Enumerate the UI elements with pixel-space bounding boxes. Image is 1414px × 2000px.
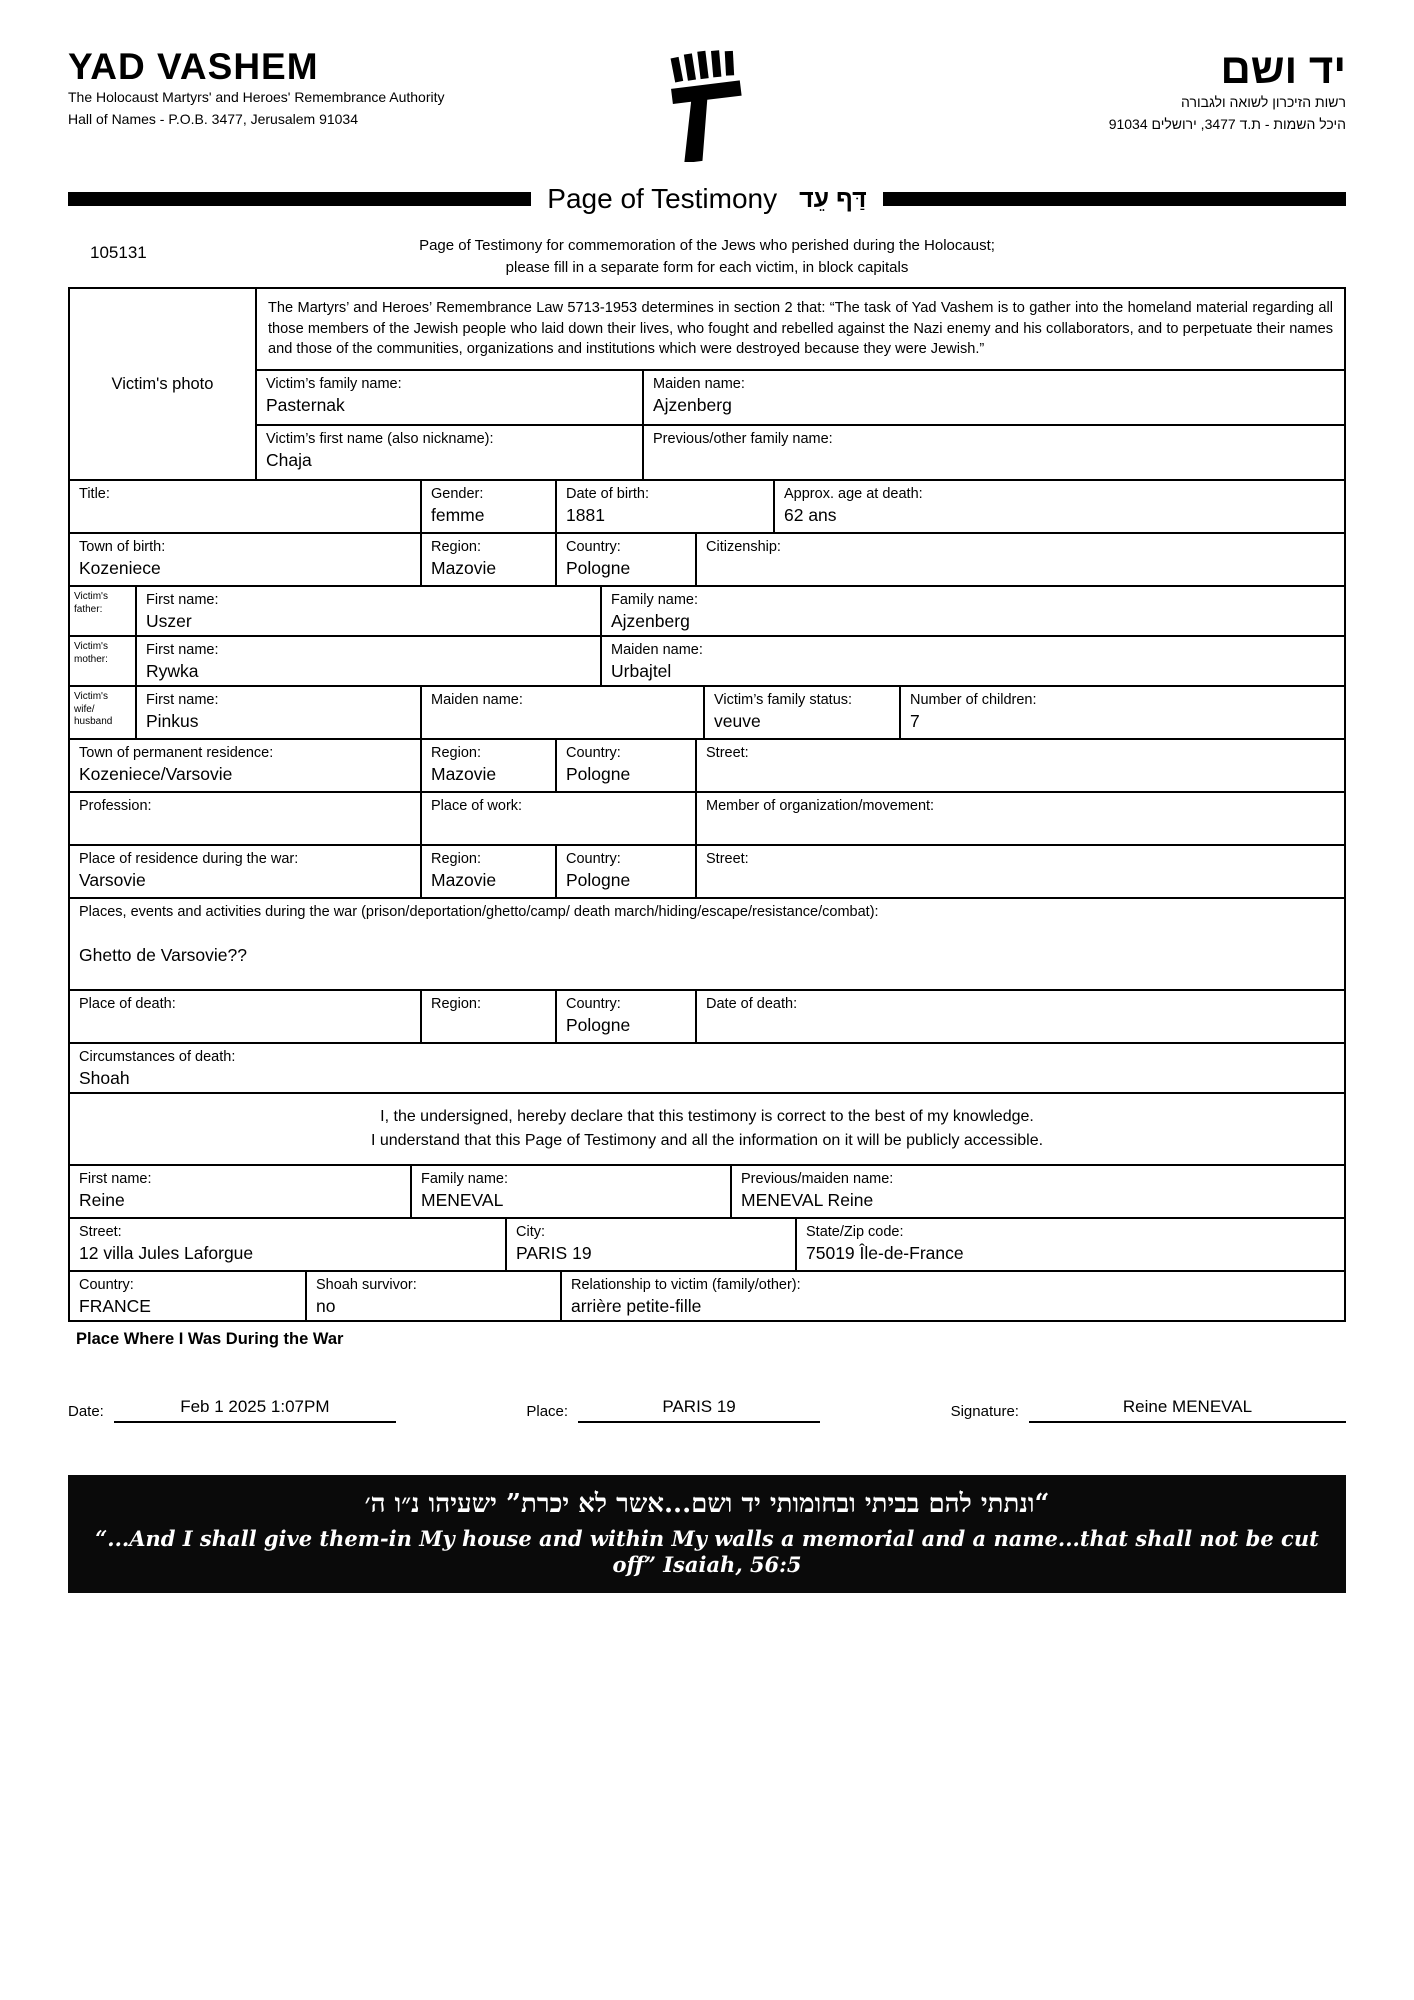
field-label: Street: (706, 745, 749, 762)
field-value: Chaja (266, 450, 312, 471)
field-perm-country (557, 740, 697, 791)
field-label: Region: (431, 851, 481, 868)
field-label: Maiden name: (611, 642, 703, 659)
field-submitter-city (507, 1219, 797, 1270)
row-label-father: Victim's father: (70, 587, 137, 635)
field-family-status (705, 687, 901, 738)
field-submitter-street (70, 1219, 507, 1270)
footer-quote-hebrew: “ונתתי להם בביתי ובחומותי יד ושם...אשר לא יכרת” ישעיהו נ״ו ה׳ (364, 1489, 1050, 1520)
war-place-note: Place Where I Was During the War (76, 1330, 344, 1349)
top-block (70, 289, 1344, 481)
field-value (79, 1015, 411, 1035)
remembrance-law-text: The Martyrs’ and Heroes’ Remembrance Law 5713-1953 determines in section 2 that: “The task of Yad Vashem is to gather into the homeland material regarding all those members of the Jewish people who laid down their lives, who fought and rebelled against the Nazi enemy and his collaborators, and to perpetuate their names and those of the communities, organizations and institutions which were destroyed because they were Jewish.” (257, 289, 1344, 371)
field-title (70, 481, 422, 532)
field-birth-region (422, 534, 557, 585)
field-number-of-children (901, 687, 1344, 738)
field-label: Town of birth: (79, 539, 166, 556)
field-war-residence (70, 846, 422, 897)
field-submitter-first-name (70, 1166, 412, 1217)
row-place-of-death (70, 991, 1344, 1044)
field-value: Mazovie (431, 764, 497, 785)
field-label: Maiden name: (653, 376, 745, 393)
field-label: Country: (79, 1277, 134, 1294)
field-value: arrière petite-fille (571, 1296, 702, 1317)
field-war-events (70, 899, 1344, 989)
field-label: Street: (706, 851, 749, 868)
field-value: femme (431, 505, 485, 526)
field-war-street (697, 846, 1344, 897)
field-label: Date of birth: (566, 486, 650, 503)
field-value: PARIS 19 (516, 1243, 592, 1264)
testimony-form-table (68, 287, 1346, 1322)
field-value: Ghetto de Varsovie?? (79, 945, 247, 966)
field-label: Country: (566, 745, 621, 762)
field-spouse-maiden-name (422, 687, 705, 738)
field-label: Country: (566, 851, 621, 868)
org-subtitle-hebrew-2: היכל השמות - ת.ד 3477, ירושלים 91034 (1108, 115, 1346, 132)
field-value (706, 558, 1335, 578)
field-value: MENEVAL (421, 1190, 504, 1211)
field-place-of-work (422, 793, 697, 844)
row-label-spouse: Victim's wife/ husband (70, 687, 137, 738)
field-label: Circumstances of death: (79, 1049, 236, 1066)
date-value: Feb 1 2025 1:07PM (114, 1397, 396, 1423)
field-age-at-death (775, 481, 1344, 532)
field-value (706, 870, 1335, 890)
intro-section (68, 235, 1346, 279)
signature-section (68, 1397, 1346, 1423)
field-label: Family name: (421, 1171, 509, 1188)
org-subtitle-hebrew-1: רשות הזיכרון לשואה ולגבורה (1181, 94, 1346, 110)
title-rule-left (68, 192, 531, 206)
field-value: Rywka (146, 661, 199, 682)
field-town-of-birth (70, 534, 422, 585)
field-gender (422, 481, 557, 532)
field-label: Title: (79, 486, 110, 503)
date-field (68, 1397, 396, 1423)
row-victim-father (70, 587, 1344, 637)
row-permanent-residence (70, 740, 1344, 793)
field-submitter-state-zip (797, 1219, 1344, 1270)
place-value: PARIS 19 (578, 1397, 820, 1423)
field-value: Mazovie (431, 870, 497, 891)
field-value: MENEVAL Reine (741, 1190, 874, 1211)
field-value: Pologne (566, 1015, 631, 1036)
field-mother-first-name (137, 637, 602, 685)
row-label-mother: Victim's mother: (70, 637, 137, 685)
org-name: YAD VASHEM (68, 46, 319, 87)
field-label: Previous/maiden name: (741, 1171, 894, 1188)
place-label: Place: (526, 1403, 569, 1421)
row-submitter-country (70, 1272, 1344, 1320)
field-label: City: (516, 1224, 545, 1241)
row-town-of-birth (70, 534, 1344, 587)
field-value (431, 1015, 546, 1035)
field-date-of-death (697, 991, 1344, 1042)
field-label: Previous/other family name: (653, 431, 833, 448)
footer-quote-english: “...And I shall give them-in My house and within My walls a memorial and a name...that shall not be cut off” Isaiah, 56:5 (95, 1525, 1319, 1577)
field-label: Profession: (79, 798, 152, 815)
field-label: First name: (79, 1171, 152, 1188)
field-value (79, 817, 411, 837)
field-label: First name: (146, 692, 219, 709)
row-submitter-name (70, 1166, 1344, 1219)
row-profession (70, 793, 1344, 846)
field-value (431, 711, 694, 731)
field-value: FRANCE (79, 1296, 151, 1317)
row-submitter-address (70, 1219, 1344, 1272)
field-spouse-first-name (137, 687, 422, 738)
field-value (431, 817, 686, 837)
page-title-hebrew: דַּף עֵד (799, 184, 867, 213)
org-subtitle-2: Hall of Names - P.O.B. 3477, Jerusalem 91034 (68, 110, 359, 127)
field-value: Ajzenberg (653, 395, 732, 416)
field-label: First name: (146, 642, 219, 659)
field-submitter-previous-name (732, 1166, 1344, 1217)
field-value: 62 ans (784, 505, 837, 526)
page-title: Page of Testimony (547, 183, 778, 214)
signature-field (951, 1397, 1346, 1423)
field-label: Place of residence during the war: (79, 851, 299, 868)
victim-first-name-row (257, 426, 1344, 479)
field-label: Place of work: (431, 798, 523, 815)
field-label: Country: (566, 996, 621, 1013)
field-date-of-birth (557, 481, 775, 532)
victim-photo-box (70, 289, 257, 479)
field-submitter-country (70, 1272, 307, 1320)
field-label: Shoah survivor: (316, 1277, 417, 1294)
field-organization (697, 793, 1344, 844)
field-label: Number of children: (910, 692, 1037, 709)
field-label: Citizenship: (706, 539, 781, 556)
field-shoah-survivor (307, 1272, 562, 1320)
field-permanent-residence (70, 740, 422, 791)
masthead (0, 0, 1414, 167)
org-subtitle-1: The Holocaust Martyrs' and Heroes' Remembrance Authority (68, 89, 445, 105)
field-value: 75019 Île-de-France (806, 1243, 964, 1264)
field-value: Ajzenberg (611, 611, 690, 632)
row-victim-mother (70, 637, 1344, 687)
field-profession (70, 793, 422, 844)
field-citizenship (697, 534, 1344, 585)
row-victim-spouse (70, 687, 1344, 740)
declaration-line2: I understand that this Page of Testimony and all the information on it will be publicly accessible. (370, 1132, 1044, 1150)
field-label: Street: (79, 1224, 122, 1241)
signature-label: Signature: (950, 1403, 1019, 1421)
field-value: Kozeniece/Varsovie (79, 764, 233, 785)
field-label: Victim’s family status: (714, 692, 853, 709)
field-label: Town of permanent residence: (79, 745, 274, 762)
field-label: Victim’s first name (also nickname): (266, 431, 494, 448)
field-value: 7 (910, 711, 920, 732)
field-label: Victim’s family name: (266, 376, 402, 393)
field-death-region (422, 991, 557, 1042)
field-label: Family name: (611, 592, 699, 609)
org-identity-english (68, 48, 488, 128)
field-value: 12 villa Jules Laforgue (79, 1243, 254, 1264)
top-right-block (257, 289, 1344, 479)
field-perm-street (697, 740, 1344, 791)
field-value: Pologne (566, 764, 631, 785)
field-value: Pinkus (146, 711, 199, 732)
field-value (706, 764, 1335, 784)
field-value: Uszer (146, 611, 192, 632)
declaration-text (70, 1094, 1344, 1164)
field-label: Country: (566, 539, 621, 556)
instructions (68, 235, 1346, 279)
declaration-line1: I, the undersigned, hereby declare that this testimony is correct to the best of my knowledge. (380, 1108, 1034, 1126)
field-value: Varsovie (79, 870, 146, 891)
field-war-region (422, 846, 557, 897)
instructions-line1: Page of Testimony for commemoration of the Jews who perished during the Holocaust; (419, 237, 995, 254)
row-war-events (70, 899, 1344, 991)
form-number: 105131 (90, 243, 147, 262)
field-value (706, 1015, 1335, 1035)
row-war-residence (70, 846, 1344, 899)
field-label: Date of death: (706, 996, 798, 1013)
field-war-country (557, 846, 697, 897)
field-label: Region: (431, 996, 481, 1013)
field-value: Kozeniece (79, 558, 161, 579)
page-title-bar (68, 183, 1346, 215)
field-value: Reine (79, 1190, 125, 1211)
field-previous-family-name (644, 426, 1344, 479)
field-value: 1881 (566, 505, 605, 526)
title-rule-right (883, 192, 1346, 206)
field-label: Member of organization/movement: (706, 798, 935, 815)
field-perm-region (422, 740, 557, 791)
yad-vashem-logo-icon (488, 48, 926, 167)
field-submitter-family-name (412, 1166, 732, 1217)
field-father-first-name (137, 587, 602, 635)
field-relationship-to-victim (562, 1272, 1344, 1320)
field-value: Pologne (566, 558, 631, 579)
victim-photo-label: Victim's photo (111, 374, 214, 393)
field-value (79, 505, 411, 525)
field-value: Shoah (79, 1068, 130, 1089)
field-label: Region: (431, 539, 481, 556)
field-label: Relationship to victim (family/other): (571, 1277, 801, 1294)
org-name-hebrew: יד ושם (1220, 45, 1346, 92)
field-label: Maiden name: (431, 692, 523, 709)
field-mother-maiden-name (602, 637, 1344, 685)
field-label: First name: (146, 592, 219, 609)
field-label: Approx. age at death: (784, 486, 923, 503)
instructions-line2: please fill in a separate form for each victim, in block capitals (505, 258, 909, 276)
field-value (706, 817, 1335, 837)
footer-quote-bar (68, 1475, 1346, 1593)
field-label: Region: (431, 745, 481, 762)
row-declaration (70, 1094, 1344, 1166)
row-circumstances-of-death (70, 1044, 1344, 1094)
field-value: Pasternak (266, 395, 345, 416)
field-father-family-name (602, 587, 1344, 635)
field-place-of-death (70, 991, 422, 1042)
victim-family-name-row (257, 371, 1344, 426)
field-victim-family-name (257, 371, 644, 424)
field-circumstances-of-death (70, 1044, 1344, 1092)
field-label: Places, events and activities during the war (prison/deportation/ghetto/camp/ death march/hiding/escape/resistance/combat): (79, 904, 879, 921)
field-birth-country (557, 534, 697, 585)
field-value: Urbajtel (611, 661, 672, 682)
date-label: Date: (68, 1403, 104, 1421)
signature-value: Reine MENEVAL (1029, 1397, 1346, 1423)
field-victim-maiden-name (644, 371, 1344, 424)
field-victim-first-name (257, 426, 644, 479)
org-identity-hebrew (926, 45, 1346, 133)
field-value (653, 450, 1335, 470)
place-field (526, 1397, 820, 1423)
row-title-gender-birth-age (70, 481, 1344, 534)
field-death-country (557, 991, 697, 1042)
field-value: no (316, 1296, 336, 1317)
field-value: veuve (714, 711, 761, 732)
field-label: Gender: (431, 486, 484, 503)
field-value: Pologne (566, 870, 631, 891)
field-label: State/Zip code: (806, 1224, 904, 1241)
field-label: Place of death: (79, 996, 176, 1013)
field-value: Mazovie (431, 558, 497, 579)
